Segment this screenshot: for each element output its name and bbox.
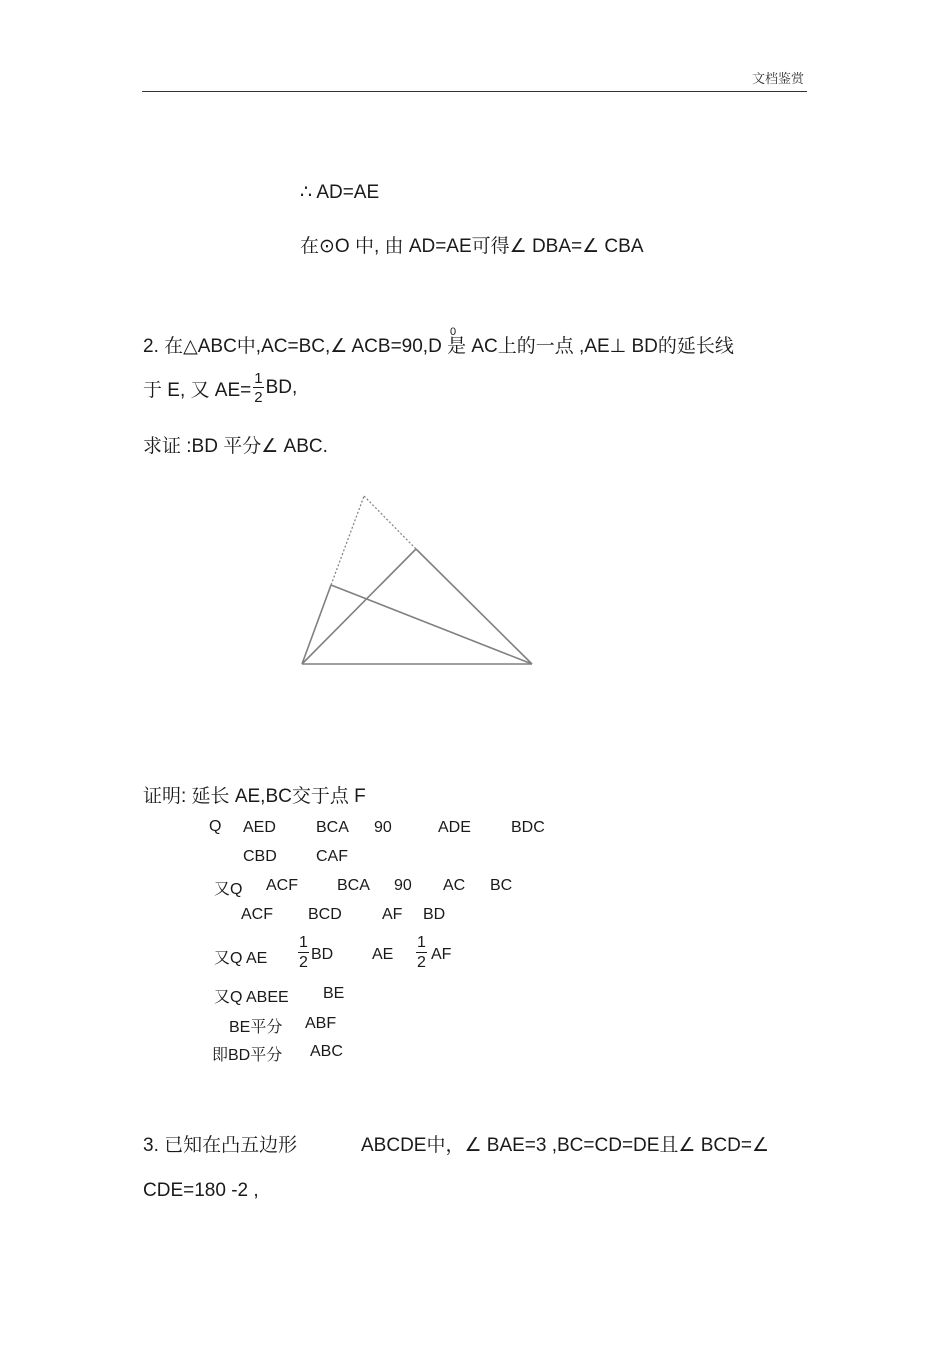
fraction-half-2 (416, 935, 427, 971)
fraction-2-numerator: 1 (417, 934, 426, 951)
extension-ae (331, 496, 364, 585)
proof-r4-c4: BD (423, 906, 446, 923)
proof-r1-c4: 90 (374, 819, 392, 836)
fraction-half-1 (298, 935, 309, 971)
proof-r3-c2: ACF (266, 877, 298, 894)
proof-r1-c6: BDC (511, 819, 545, 836)
segment-be (331, 585, 532, 664)
segment-ac (302, 549, 416, 664)
proof-r3-c3: BCA (337, 877, 370, 894)
problem2-line-1: 2. 在△ABC中,AC=BC,∠ ACB=90,D 是 AC上的一点 ,AE⊥ BD的延长线 (143, 336, 734, 357)
problem3-line-1b: ABCDE中，∠ BAE=3 ,BC=CD=DE且∠ BCD=∠ (361, 1135, 769, 1156)
proof-r1-c2: AED (243, 819, 276, 836)
proof-r1-c1: Q (209, 818, 222, 835)
proof-r5-mid2: AE (372, 946, 394, 963)
proof-r5-frac1 (296, 935, 311, 971)
proof-r3-c6: BC (490, 877, 513, 894)
problem3-line-1a: 3. 已知在凸五边形 (143, 1135, 298, 1156)
proof-r8-c1: 即BD平分 (212, 1047, 283, 1064)
fraction-1-denominator: 2 (299, 954, 308, 971)
proof-r5-frac2 (414, 935, 429, 971)
proof-r6-c2: BE (323, 985, 345, 1002)
problem2-line-3: 求证 :BD 平分∠ ABC. (143, 436, 328, 457)
prev-line-1: ∴ AD=AE (300, 182, 380, 203)
proof-r1-c5: ADE (438, 819, 471, 836)
fraction-denominator: 2 (254, 389, 263, 406)
proof-r5-pre: 又Q AE (214, 950, 268, 967)
proof-r5-mid1: BD (311, 946, 334, 963)
proof-r2-c2: CAF (316, 848, 348, 865)
proof-r4-c1: ACF (241, 906, 273, 923)
proof-r8-c2: ABC (310, 1043, 343, 1060)
proof-r7-c2: ABF (305, 1015, 337, 1032)
extension-bc (364, 496, 416, 549)
proof-r5-post: AF (431, 946, 452, 963)
segment-ae (302, 585, 331, 664)
proof-r7-c1: BE平分 (229, 1019, 283, 1036)
proof-r1-c3: BCA (316, 819, 349, 836)
proof-r3-c1: 又Q (214, 881, 243, 898)
degree-mark: 0 (450, 326, 457, 338)
proof-r3-c5: AC (443, 877, 466, 894)
fraction-1-numerator: 1 (299, 934, 308, 951)
prev-line-2: 在⊙O 中, 由 AD=AE可得∠ DBA=∠ CBA (300, 236, 644, 257)
proof-intro: 证明: 延长 AE,BC交于点 F (143, 786, 366, 807)
proof-r6-c1: 又Q ABEE (214, 989, 289, 1006)
problem2-line-2-post: BD, (265, 377, 298, 398)
problem3-line-2: CDE=180 -2 , (143, 1180, 259, 1201)
proof-r4-c2: BCD (308, 906, 342, 923)
header-label: 文档鉴赏 (752, 71, 805, 86)
proof-r2-c1: CBD (243, 848, 277, 865)
proof-r4-c3: AF (382, 906, 403, 923)
fraction-2-denominator: 2 (417, 954, 426, 971)
proof-r3-c4: 90 (394, 877, 412, 894)
segment-bc (416, 549, 532, 664)
problem2-line-2-pre: 于 E, 又 AE= (143, 379, 252, 401)
fraction-numerator: 1 (254, 370, 263, 387)
